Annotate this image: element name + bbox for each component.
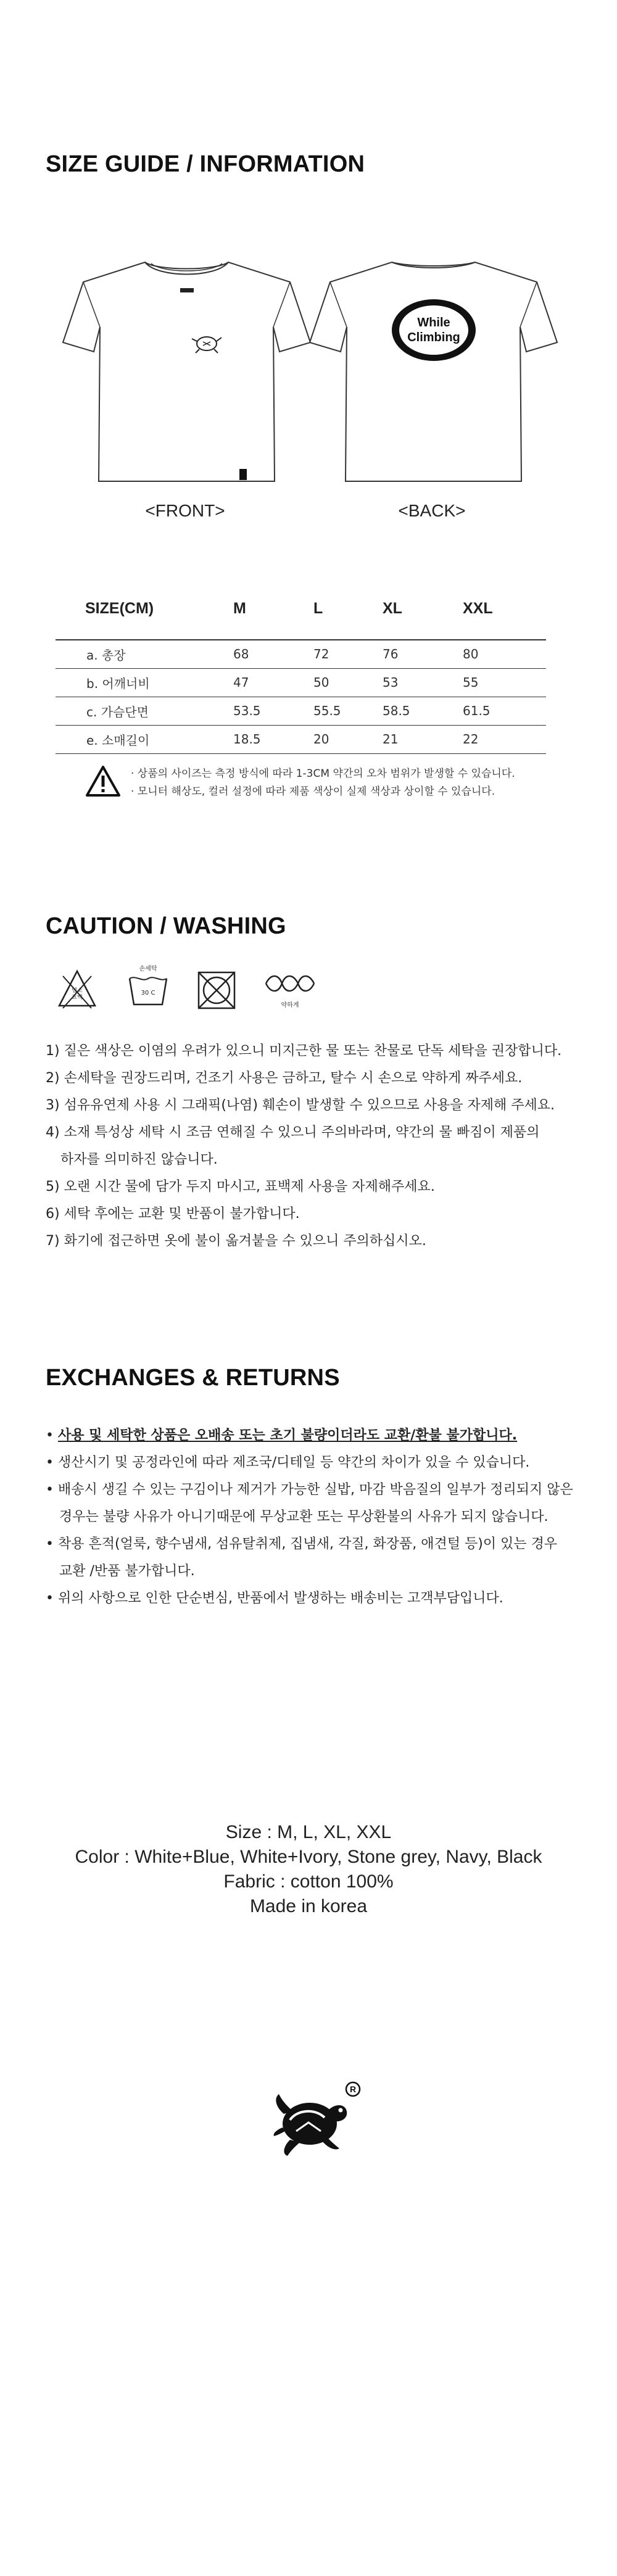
gentle-wring-icon — [262, 969, 318, 1011]
back-print-word-1: While — [417, 316, 450, 329]
exchange-text: 배송시 생길 수 있는 구김이나 제거가 가능한 실밥, 마감 박음질의 일부가 정리되지 않은 — [57, 1482, 573, 1497]
cell-m: 47 — [233, 675, 249, 690]
cell-l: 55.5 — [313, 703, 341, 718]
row-label: e. 소매길이 — [86, 732, 150, 748]
exchange-text: 위의 사항으로 인한 단순변심, 반품에서 발생하는 배송비는 고객부담입니다. — [57, 1591, 503, 1606]
bleach-text: 표백 — [72, 995, 83, 1001]
size-table-header — [56, 590, 546, 627]
cell-m: 18.5 — [233, 732, 261, 747]
exchange-item: • 착용 흔적(얼룩, 향수냄새, 섬유탈취제, 집냄새, 각질, 화장품, 애견털 등)이 있는 경우 — [46, 1536, 558, 1552]
caution-title: CAUTION / WASHING — [46, 913, 286, 939]
row-label: b. 어깨너비 — [86, 676, 150, 691]
size-header-xxl: XXL — [463, 599, 493, 617]
handwash-text: 손세탁 — [139, 966, 157, 972]
table-row — [56, 669, 546, 697]
no-tumble-dry-icon — [196, 970, 237, 1011]
front-view-label: <FRONT> — [145, 501, 225, 520]
washing-line: 5) 오랜 시간 물에 담가 두지 마시고, 표백제 사용을 자제해주세요. — [46, 1179, 435, 1195]
washing-line: 1) 짙은 색상은 이염의 우려가 있으니 미지근한 물 또는 찬물로 단독 세탁을 권장합니다. — [46, 1043, 562, 1059]
exchange-item: • 위의 사항으로 인한 단순변심, 반품에서 발생하는 배송비는 고객부담입니다. — [46, 1591, 503, 1606]
exchange-text: 착용 흔적(얼룩, 향수냄새, 섬유탈취제, 집냄새, 각질, 화장품, 애견털 등)이 있는 경우 — [57, 1536, 558, 1552]
tshirt-front-illustration — [59, 250, 315, 484]
exchange-item: • 배송시 생길 수 있는 구김이나 제거가 가능한 실밥, 마감 박음질의 일부가 정리되지 않은 — [46, 1482, 573, 1497]
size-header-l: L — [313, 599, 323, 617]
cell-l: 72 — [313, 647, 329, 661]
hand-wash-icon — [126, 963, 170, 1011]
table-row — [56, 640, 546, 669]
tshirt-back-illustration — [305, 250, 561, 484]
cell-xxl: 55 — [463, 675, 479, 690]
size-header-label: SIZE(CM) — [85, 599, 154, 617]
exchange-item: 교환 /반품 불가합니다. — [59, 1563, 195, 1579]
row-label: c. 가슴단면 — [86, 704, 149, 719]
warning-icon — [85, 765, 121, 797]
washing-instructions — [46, 1038, 561, 1255]
table-row — [56, 697, 546, 726]
exchange-text: 생산시기 및 공정라인에 따라 제조국/디테일 등 약간의 차이가 있을 수 있습니다. — [57, 1455, 530, 1470]
wring-text: 약하게 — [281, 1002, 299, 1009]
cell-m: 53.5 — [233, 703, 261, 718]
registered-mark: R — [349, 2084, 357, 2094]
cell-xl: 58.5 — [383, 703, 410, 718]
exchanges-title: EXCHANGES & RETURNS — [46, 1365, 340, 1391]
cell-xl: 76 — [383, 647, 399, 661]
product-origin: Made in korea — [249, 1896, 368, 1916]
turtle-logo-icon — [271, 2079, 364, 2160]
size-header-m: M — [233, 599, 246, 617]
cell-xxl: 61.5 — [463, 703, 491, 718]
table-row — [56, 726, 546, 754]
size-note-line: · 상품의 사이즈는 측정 방식에 따라 1-3CM 약간의 오차 범위가 발생할 수 있습니다. — [131, 768, 515, 780]
back-print-word-2: Climbing — [407, 331, 460, 344]
no-bleach-icon — [56, 967, 99, 1011]
cell-xl: 21 — [383, 732, 399, 747]
product-info — [0, 1820, 617, 1919]
size-table — [56, 590, 546, 754]
product-fabric: Fabric : cotton 100% — [223, 1871, 394, 1892]
cell-m: 68 — [233, 647, 249, 661]
washing-line: 7) 화기에 접근하면 옷에 불이 옮겨붙을 수 있으니 주의하십시오. — [46, 1233, 426, 1249]
cell-xxl: 80 — [463, 647, 479, 661]
row-label: a. 총장 — [86, 647, 126, 663]
size-note-line: · 모니터 해상도, 컬러 설정에 따라 제품 색상이 실제 색상과 상이할 수 있습니다. — [131, 785, 495, 798]
exchange-item: 경우는 불량 사유가 아니기때문에 무상교환 또는 무상환불의 사유가 되지 않습니다. — [59, 1509, 549, 1525]
washing-line: 4) 소재 특성상 세탁 시 조금 연해질 수 있으니 주의바라며, 약간의 물 빠짐이 제품의 — [46, 1125, 540, 1140]
size-header-xl: XL — [383, 599, 402, 617]
exchange-item: • 생산시기 및 공정라인에 따라 제조국/디테일 등 약간의 차이가 있을 수 있습니다. — [46, 1455, 530, 1470]
product-color: Color : White+Blue, White+Ivory, Stone grey, Navy, Black — [75, 1847, 542, 1867]
size-notes — [131, 765, 515, 801]
cell-xxl: 22 — [463, 732, 479, 747]
washing-line: 3) 섬유유연제 사용 시 그래픽(나염) 훼손이 발생할 수 있으므로 사용을 자제해 주세요. — [46, 1098, 555, 1113]
size-guide-title: SIZE GUIDE / INFORMATION — [46, 151, 365, 177]
exchanges-list — [46, 1422, 573, 1612]
exchange-text-bold: 사용 및 세탁한 상품은 오배송 또는 초기 불량이더라도 교환/환불 불가합니다. — [57, 1428, 518, 1443]
back-view-label: <BACK> — [398, 501, 466, 520]
washing-line: 하자를 의미하진 않습니다. — [60, 1152, 218, 1167]
product-size: Size : M, L, XL, XXL — [225, 1822, 392, 1842]
exchange-item: • 사용 및 세탁한 상품은 오배송 또는 초기 불량이더라도 교환/환불 불가합니다. — [46, 1428, 518, 1443]
bleach-text: 염소 — [72, 988, 83, 994]
cell-l: 20 — [313, 732, 329, 747]
cell-xl: 53 — [383, 675, 399, 690]
cell-l: 50 — [313, 675, 329, 690]
handwash-text: 30 C — [141, 990, 155, 996]
washing-line: 6) 세탁 후에는 교환 및 반품이 불가합니다. — [46, 1206, 300, 1222]
washing-line: 2) 손세탁을 권장드리며, 건조기 사용은 금하고, 탈수 시 손으로 약하게 짜주세요. — [46, 1071, 523, 1086]
